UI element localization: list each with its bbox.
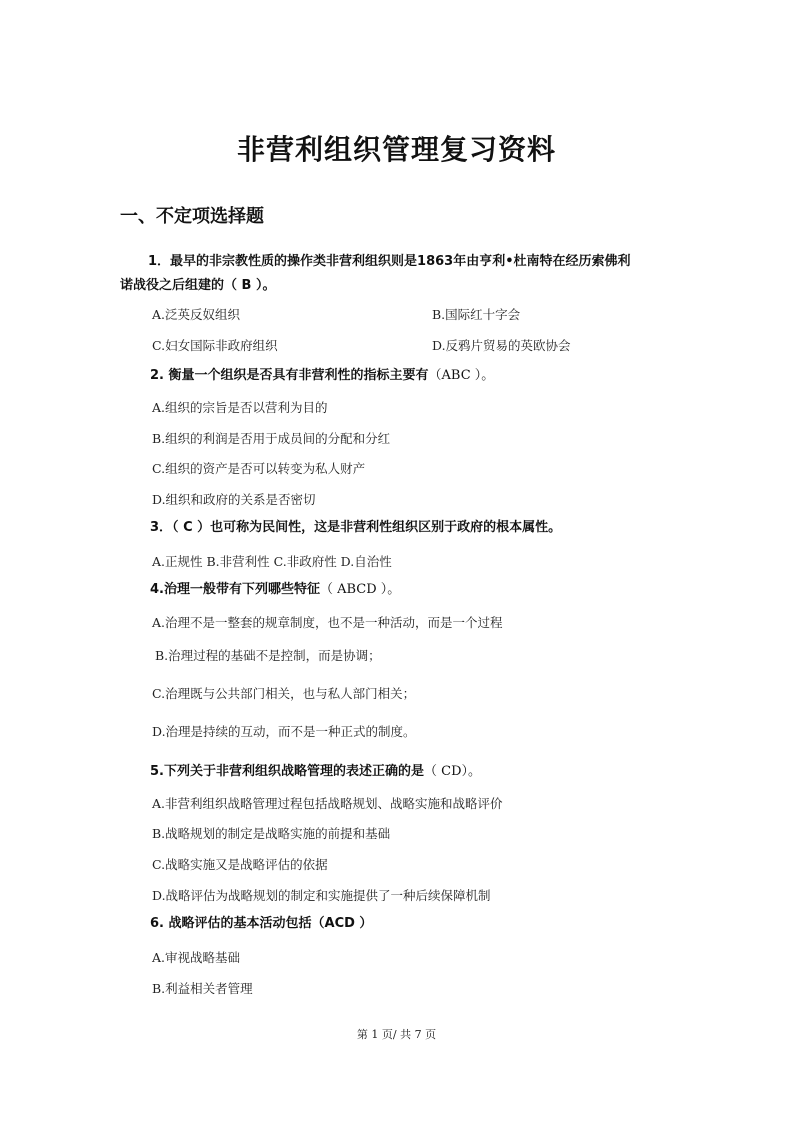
option-2b: B.组织的利润是否用于成员间的分配和分红 [152,431,391,446]
option-1a: A.泛英反奴组织 [152,307,241,322]
question-2-text: 2. 衡量一个组织是否具有非营利性的指标主要有 [150,368,429,383]
option-2d: D.组织和政府的关系是否密切 [152,492,316,507]
option-6a: A.审视战略基础 [152,950,241,965]
option-5b: B.战略规划的制定是战略实施的前提和基础 [152,826,391,841]
option-1d: D.反鸦片贸易的英欧协会 [432,338,571,353]
question-5-answer: （ CD）。 [423,764,481,779]
option-4d: D.治理是持续的互动，而不是一种正式的制度。 [152,724,416,739]
option-4a: A.治理不是一整套的规章制度，也不是一种活动，而是一个过程 [152,615,503,630]
option-5d: D.战略评估为战略规划的制定和实施提供了一种后续保障机制 [152,888,491,903]
question-1-line-2: 诺战役之后组建的（ B ）。 [120,278,276,293]
option-3: A.正规性 B.非营利性 C.非政府性 D.自治性 [152,554,392,569]
option-2a: A.组织的宗旨是否以营利为目的 [152,400,328,415]
option-4b: B.治理过程的基础不是控制，而是协调； [155,648,381,663]
question-4-text: 4.治理一般带有下列哪些特征 [150,582,320,597]
option-1b: B.国际红十字会 [432,307,521,322]
question-4-answer: （ ABCD ）。 [319,582,401,597]
section-heading: 一、不定项选择题 [120,206,264,227]
option-4c: C.治理既与公共部门相关，也与私人部门相关； [152,686,416,701]
question-5-text: 5.下列关于非营利组织战略管理的表述正确的是 [150,764,424,779]
question-1 [120,250,690,298]
option-2c: C.组织的资产是否可以转变为私人财产 [152,461,366,476]
question-3: 3．（ C ）也可称为民间性，这是非营利性组织区别于政府的根本属性。 [150,520,562,535]
question-4 [150,578,710,602]
page-footer: 第 1 页/ 共 7 页 [356,1028,437,1041]
option-6b: B.利益相关者管理 [152,981,253,996]
question-2-answer: （ABC ）。 [428,368,495,383]
question-5 [150,760,710,784]
option-5c: C.战略实施又是战略评估的依据 [152,857,328,872]
document-title: 非营利组织管理复习资料 [236,133,556,166]
option-1c: C.妇女国际非政府组织 [152,338,278,353]
question-2 [150,364,710,388]
option-5a: A.非营利组织战略管理过程包括战略规划、战略实施和战略评价 [152,796,503,811]
question-1-line-1: 1．最早的非宗教性质的操作类非营利组织则是1863年由亨利•杜南特在经历索佛利 [148,254,631,269]
question-6: 6. 战略评估的基本活动包括（ACD ） [150,916,373,931]
